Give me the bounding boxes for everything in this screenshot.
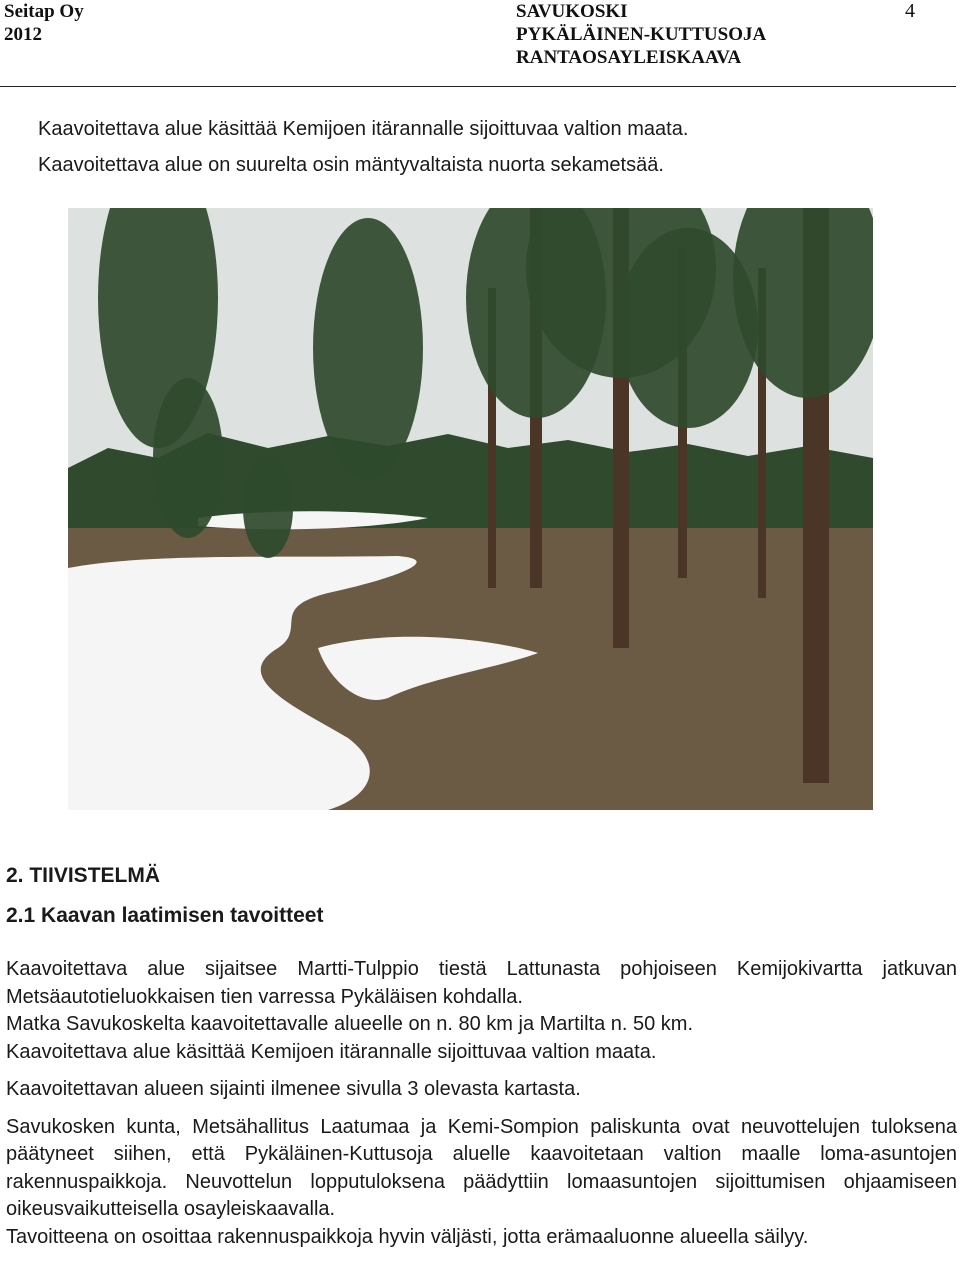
header-project: PYKÄLÄINEN-KUTTUSOJA — [516, 24, 767, 45]
section-heading: 2. TIIVISTELMÄ — [6, 864, 161, 887]
forest-photo-illustration — [68, 208, 873, 810]
body-paragraph-2: Matka Savukoskelta kaavoitettavalle alueelle on n. 80 km ja Martilta n. 50 km. — [6, 1013, 694, 1035]
forest-photo — [68, 208, 873, 810]
header-company: Seitap Oy — [4, 1, 84, 22]
body-text — [6, 956, 957, 1251]
body-paragraph-6: Tavoitteena on osoittaa rakennuspaikkoja hyvin väljästi, jotta erämaaluonne alueella säilyy. — [6, 1225, 809, 1248]
intro-paragraph-2: Kaavoitettava alue on suurelta osin mäntyvaltaista nuorta sekametsää. — [38, 154, 664, 176]
subsection-heading: 2.1 Kaavan laatimisen tavoitteet — [6, 904, 324, 927]
header-plan-type: RANTAOSAYLEISKAAVA — [516, 47, 742, 68]
body-paragraph-3: Kaavoitettava alue käsittää Kemijoen itärannalle sijoittuvaa valtion maata. — [6, 1040, 657, 1063]
header-divider — [0, 86, 956, 87]
body-paragraph-1: Kaavoitettava alue sijaitsee Martti-Tulppio tiestä Lattunasta pohjoiseen Kemijokivartta jatkuvan Metsäautotieluokkaisen tien varressa Pykäläisen kohdalla. — [6, 958, 957, 1008]
header-municipality: SAVUKOSKI — [516, 1, 628, 22]
body-paragraph-4: Kaavoitettavan alueen sijainti ilmenee sivulla 3 olevasta kartasta. — [6, 1078, 581, 1100]
header-title — [516, 0, 766, 69]
page-header — [0, 0, 960, 92]
header-year: 2012 — [4, 24, 42, 45]
page-number: 4 — [905, 0, 915, 22]
header-left — [4, 0, 84, 46]
body-paragraph-5: Savukosken kunta, Metsähallitus Laatumaa ja Kemi-Sompion paliskunta ovat neuvottelujen tuloksena päätyneet siihen, että Pykäläinen-Kuttusoja aluelle kaavoitetaan valtion maalle loma-asuntojen rakennuspaikkoja. Neuvottelun lopputuloksena päädyttiin lomaasuntojen sijoittumisen ohjaamiseen oikeusvaikutteisella osayleiskaavalla. — [6, 1115, 957, 1220]
intro-paragraph-1: Kaavoitettava alue käsittää Kemijoen itärannalle sijoittuvaa valtion maata. — [38, 118, 689, 140]
intro-text — [38, 116, 918, 188]
